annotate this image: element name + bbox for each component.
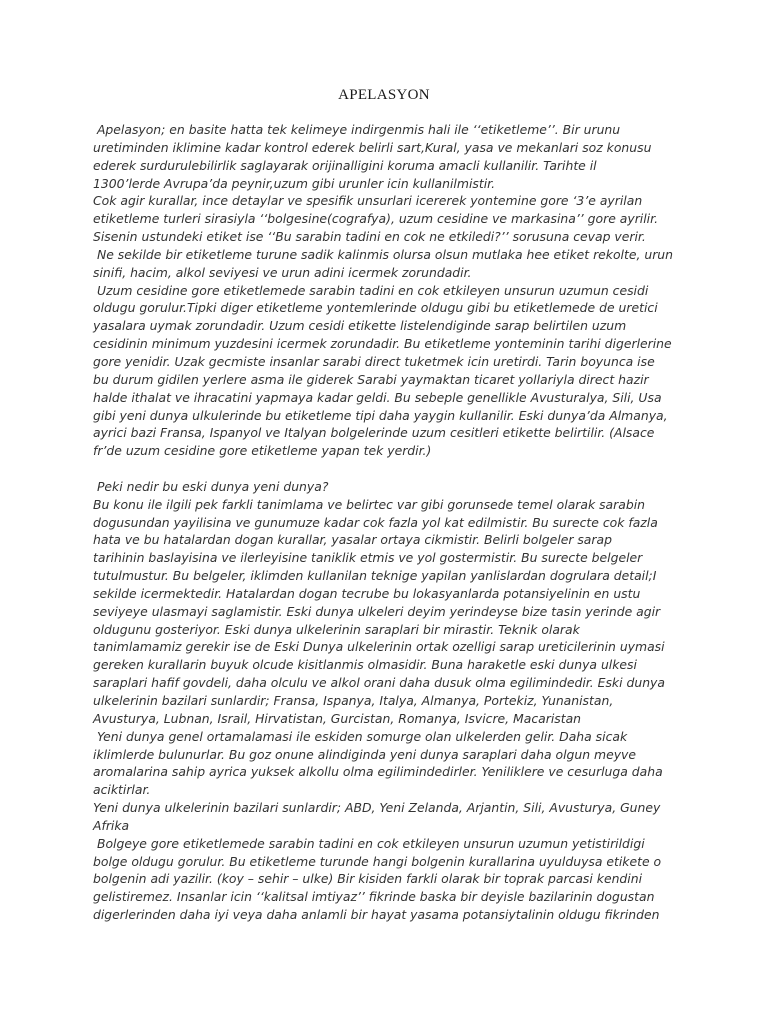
body-line: yasalara uymak zorundadir. Uzum cesidi etikette listelendiginde sarap belirtilen uzum bbox=[93, 318, 627, 334]
body-line: Peki nedir bu eski dunya yeni dunya? bbox=[93, 478, 329, 494]
body-line: uretiminden iklimine kadar kontrol ederek belirli sart,Kural, yasa ve mekanlari soz konusu bbox=[93, 139, 652, 155]
body-line: Bolgeye gore etiketlemede sarabin tadini en cok etkileyen unsurun uzumun yetistirildigi bbox=[93, 835, 645, 851]
body-line: bolge oldugu gorulur. Bu etiketleme turunde hangi bolgenin kurallarina uyulduysa etikete o bbox=[93, 853, 662, 869]
body-line: cesidinin minimum yuzdesini icermek zorundadir. Bu etiketleme yonteminin tarihi digerlerine bbox=[93, 336, 672, 352]
body-line: sinifi, hacim, alkol seviyesi ve urun adini icermek zorundadir. bbox=[93, 264, 472, 280]
body-line: seviyeye ulasmayi saglamistir. Eski dunya ulkeleri deyim yerindeyse bize tasin yerinde agir bbox=[93, 603, 661, 619]
body-line: hata ve bu hatalardan dogan kurallar, yasalar ortaya cikmistir. Belirli bolgeler sarap bbox=[93, 532, 612, 548]
body-line: 1300’lerde Avrupa’da peynir,uzum gibi urunler icin kullanilmistir. bbox=[93, 175, 496, 191]
body-line: digerlerinden daha iyi veya daha anlamli bir hayat yasama potansiytalinin oldugu fikrinden bbox=[93, 907, 660, 923]
body-line: halde ithalat ve ihracatini yapmaya kadar geldi. Bu sebeple genellikle Avusturalya, Sili, Usa bbox=[93, 389, 662, 405]
body-line: ulkelerinin bazilari sunlardir; Fransa, Ispanya, Italya, Almanya, Portekiz, Yunanistan, bbox=[93, 693, 614, 708]
body-line: aciktirlar. bbox=[93, 782, 151, 798]
document-title: APELASYON bbox=[338, 87, 430, 103]
body-line: tutulmustur. Bu belgeler, iklimden kullanilan teknige yapilan yanlislardan dogrulara detail;I bbox=[93, 568, 657, 584]
body-line: gibi yeni dunya ulkulerinde bu etiketleme tipi daha yaygin kullanilir. Eski dunya’da Almanya, bbox=[93, 407, 668, 423]
body-line: Yeni dunya genel ortamalamasi ile eskiden somurge olan ulkelerden gelir. Daha sicak bbox=[93, 728, 628, 744]
body-line: aromalarina sahip ayrica yuksek alkollu olma egilimindedirler. Yeniliklere ve cesurluga daha bbox=[93, 764, 663, 780]
body-line: gelistiremez. Insanlar icin ‘‘kalitsal imtiyaz’’ fikrinde baska bir deyisle bazilarinin dogustan bbox=[93, 889, 655, 905]
body-line: oldugu gorulur.Tipki diger etiketleme yontemlerinde oldugu gibi bu etiketlemede de uretici bbox=[93, 300, 658, 316]
body-line: Bu konu ile ilgili pek farkli tanimlama ve belirtec var gibi gorunsede temel olarak sarabin bbox=[93, 496, 645, 512]
body-line: Apelasyon; en basite hatta tek kelimeye indirgenmis hali ile ‘‘etiketleme’’. Bir urunu bbox=[93, 122, 621, 137]
body-line: tanimlamamiz gerekir ise de Eski Dunya ulkelerinin ortak ozelligi sarap ureticilerinin uymasi bbox=[93, 639, 665, 655]
body-line: fr’de uzum cesidine gore etiketleme yapan tek yerdir.) bbox=[93, 443, 432, 459]
body-line: Sisenin ustundeki etiket ise ‘‘Bu sarabin tadini en cok ne etkiledi?’’ sorusuna cevap verir. bbox=[93, 229, 646, 245]
body-line: Yeni dunya ulkelerinin bazilari sunlardir; ABD, Yeni Zelanda, Arjantin, Sili, Avusturya, Guney bbox=[93, 800, 661, 816]
body-line: saraplari hafif govdeli, daha olculu ve alkol orani daha dusuk olma egilimindedir. Eski dunya bbox=[93, 675, 665, 691]
body-line: ayrici bazi Fransa, Ispanyol ve Italyan bolgelerinde uzum cesitleri etikette belirtilir. (Alsace bbox=[93, 425, 655, 441]
body-line: oldugunu gosteriyor. Eski dunya ulkelerinin saraplari bir mirastir. Teknik olarak bbox=[93, 621, 580, 637]
body-line: bu durum gidilen yerlere asma ile giderek Sarabi yaymaktan ticaret yollariyla direct hazir bbox=[93, 371, 649, 387]
body-line: Uzum cesidine gore etiketlemede sarabin tadini en cok etkileyen unsurun uzumun cesidi bbox=[93, 282, 649, 298]
blank-line bbox=[93, 460, 673, 478]
body-line: gore yenidir. Uzak gecmiste insanlar sarabi direct tuketmek icin uretirdi. Tarin boyunca ise bbox=[93, 353, 655, 369]
body-line: bolgenin adi yazilir. (koy – sehir – ulke) Bir kisiden farkli olarak bir toprak parcasi kendini bbox=[93, 871, 643, 887]
body-line: gereken kurallarin buyuk olcude kisitlanmis olmasidir. Buna haraketle eski dunya ulkesi bbox=[93, 657, 637, 673]
body-line: sekilde icermektedir. Hatalardan dogan tecrube bu lokasyanlarda potansiyelinin en ustu bbox=[93, 585, 641, 601]
body-line: Ne sekilde bir etiketleme turune sadik kalinmis olursa olsun mutlaka hee etiket rekolte, urun bbox=[93, 246, 674, 262]
body-line: tarihinin baslayisina ve ilerleyisine taniklik etmis ve yol gostermistir. Bu surecte belgeler bbox=[93, 550, 643, 566]
body-line: Cok agir kurallar, ince detaylar ve spesifik unsurlari icererek yontemine gore ‘3’e ayrilan bbox=[93, 193, 643, 209]
body-line: iklimlerde bulunurlar. Bu goz onune alindiginda yeni dunya saraplari daha olgun meyve bbox=[93, 746, 637, 762]
body-line: dogusundan yayilisina ve gunumuze kadar cok fazla yol kat edilmistir. Bu surecte cok fazla bbox=[93, 514, 658, 530]
body-line: ederek surdurulebilirlik saglayarak orijinalligini koruma amacli kullanilir. Tarihte il bbox=[93, 157, 597, 173]
document-body bbox=[93, 121, 673, 924]
body-line: Afrika bbox=[93, 817, 130, 833]
body-line: Avusturya, Lubnan, Israil, Hirvatistan, Gurcistan, Romanya, Isvicre, Macaristan bbox=[93, 710, 582, 726]
body-line: etiketleme turleri sirasiyla ‘‘bolgesine(cografya), uzum cesidine ve markasina’’ gore ayrilir. bbox=[93, 211, 659, 227]
